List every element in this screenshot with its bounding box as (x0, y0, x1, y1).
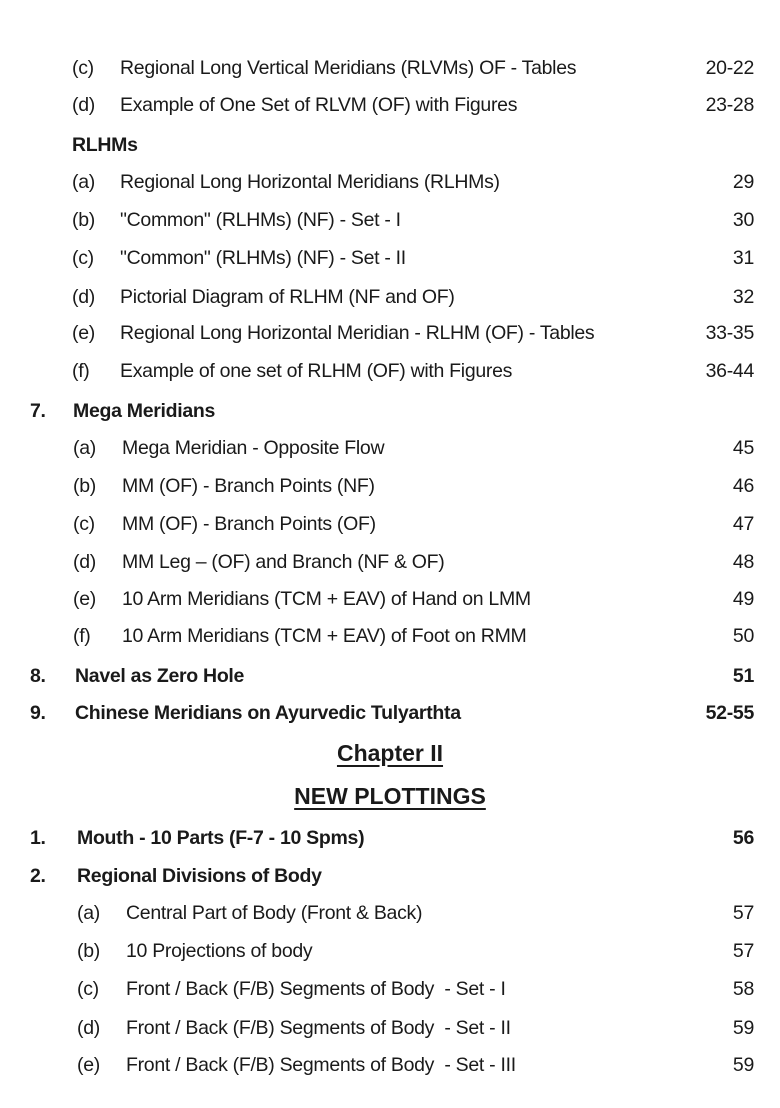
toc-entry (0, 936, 780, 966)
entry-title: MM (OF) - Branch Points (OF) (122, 513, 376, 535)
subheading-title: RLHMs (72, 134, 138, 156)
entry-letter: (d) (77, 1017, 100, 1039)
toc-entry (0, 621, 780, 651)
section-number: 9. (30, 702, 46, 724)
section-title: Navel as Zero Hole (75, 665, 245, 687)
entry-page: 32 (732, 286, 754, 308)
entry-title: Example of One Set of RLVM (OF) with Figures (120, 94, 518, 116)
entry-page: 57 (732, 902, 754, 924)
entry-letter: (d) (72, 94, 95, 116)
entry-letter: (b) (77, 940, 100, 962)
entry-title: Pictorial Diagram of RLHM (NF and OF) (120, 286, 455, 308)
section-page: 56 (732, 827, 754, 849)
toc-section (0, 861, 780, 891)
entry-title: "Common" (RLHMs) (NF) - Set - I (120, 209, 401, 231)
entry-page: 45 (732, 437, 754, 459)
toc-section (0, 823, 780, 853)
entry-letter: (c) (77, 978, 99, 1000)
entry-title: Front / Back (F/B) Segments of Body - Set - I (126, 978, 506, 1000)
toc-entry (0, 1050, 780, 1080)
toc-entry (0, 282, 780, 312)
entry-page: 31 (732, 247, 754, 269)
toc-entry (0, 53, 780, 83)
toc-entry (0, 547, 780, 577)
entry-page: 59 (732, 1054, 754, 1076)
chapter-title: Chapter II (336, 740, 444, 766)
section-number: 1. (30, 827, 46, 849)
chapter-subtitle: NEW PLOTTINGS (294, 783, 486, 809)
chapter-heading (0, 738, 780, 768)
entry-letter: (b) (72, 209, 95, 231)
entry-page: 57 (732, 940, 754, 962)
entry-title: Regional Long Horizontal Meridian - RLHM (OF) - Tables (120, 322, 595, 344)
section-number: 8. (30, 665, 46, 687)
toc-entry (0, 509, 780, 539)
entry-title: 10 Projections of body (126, 940, 313, 962)
entry-title: Front / Back (F/B) Segments of Body - Set - III (126, 1054, 516, 1076)
entry-page: 48 (732, 551, 754, 573)
toc-section (0, 661, 780, 691)
entry-page: 49 (732, 588, 754, 610)
entry-letter: (f) (72, 360, 90, 382)
toc-entry (0, 471, 780, 501)
toc-entry (0, 243, 780, 273)
entry-letter: (a) (72, 171, 95, 193)
entry-letter: (c) (72, 247, 94, 269)
entry-page: 29 (732, 171, 754, 193)
entry-letter: (c) (73, 513, 95, 535)
section-title: Chinese Meridians on Ayurvedic Tulyarthta (75, 702, 461, 724)
entry-title: 10 Arm Meridians (TCM + EAV) of Hand on LMM (122, 588, 531, 610)
entry-title: Front / Back (F/B) Segments of Body - Set - II (126, 1017, 511, 1039)
toc-subheading (0, 130, 780, 160)
entry-title: 10 Arm Meridians (TCM + EAV) of Foot on RMM (122, 625, 527, 647)
toc-entry (0, 318, 780, 348)
entry-title: Example of one set of RLHM (OF) with Figures (120, 360, 513, 382)
toc-entry (0, 167, 780, 197)
entry-letter: (a) (77, 902, 100, 924)
toc-entry (0, 90, 780, 120)
section-page: 51 (732, 665, 754, 687)
toc-entry (0, 584, 780, 614)
entry-title: Regional Long Horizontal Meridians (RLHMs) (120, 171, 500, 193)
section-number: 2. (30, 865, 46, 887)
toc-section (0, 396, 780, 426)
entry-letter: (d) (73, 551, 96, 573)
entry-letter: (b) (73, 475, 96, 497)
toc-section (0, 698, 780, 728)
entry-page: 58 (732, 978, 754, 1000)
toc-entry (0, 205, 780, 235)
entry-title: "Common" (RLHMs) (NF) - Set - II (120, 247, 406, 269)
entry-page: 30 (732, 209, 754, 231)
toc-entry (0, 898, 780, 928)
entry-title: Central Part of Body (Front & Back) (126, 902, 423, 924)
toc-entry (0, 974, 780, 1004)
section-title: Mega Meridians (73, 400, 216, 422)
entry-letter: (c) (72, 57, 94, 79)
section-title: Mouth - 10 Parts (F-7 - 10 Spms) (77, 827, 365, 849)
entry-title: Regional Long Vertical Meridians (RLVMs) OF - Tables (120, 57, 577, 79)
entry-letter: (d) (72, 286, 95, 308)
entry-title: Mega Meridian - Opposite Flow (122, 437, 385, 459)
toc-entry (0, 433, 780, 463)
entry-title: MM Leg – (OF) and Branch (NF & OF) (122, 551, 445, 573)
entry-title: MM (OF) - Branch Points (NF) (122, 475, 375, 497)
entry-letter: (e) (72, 322, 95, 344)
entry-page: 47 (732, 513, 754, 535)
entry-page: 50 (732, 625, 754, 647)
chapter-subheading (0, 781, 780, 811)
toc-entry (0, 356, 780, 386)
entry-letter: (a) (73, 437, 96, 459)
entry-letter: (f) (73, 625, 91, 647)
section-number: 7. (30, 400, 46, 422)
entry-page: 20-22 (705, 57, 754, 79)
entry-page: 36-44 (705, 360, 754, 382)
entry-page: 59 (732, 1017, 754, 1039)
section-title: Regional Divisions of Body (77, 865, 322, 887)
entry-page: 46 (732, 475, 754, 497)
section-page: 52-55 (705, 702, 754, 724)
entry-letter: (e) (73, 588, 96, 610)
toc-entry (0, 1013, 780, 1043)
entry-page: 33-35 (705, 322, 754, 344)
entry-page: 23-28 (705, 94, 754, 116)
entry-letter: (e) (77, 1054, 100, 1076)
